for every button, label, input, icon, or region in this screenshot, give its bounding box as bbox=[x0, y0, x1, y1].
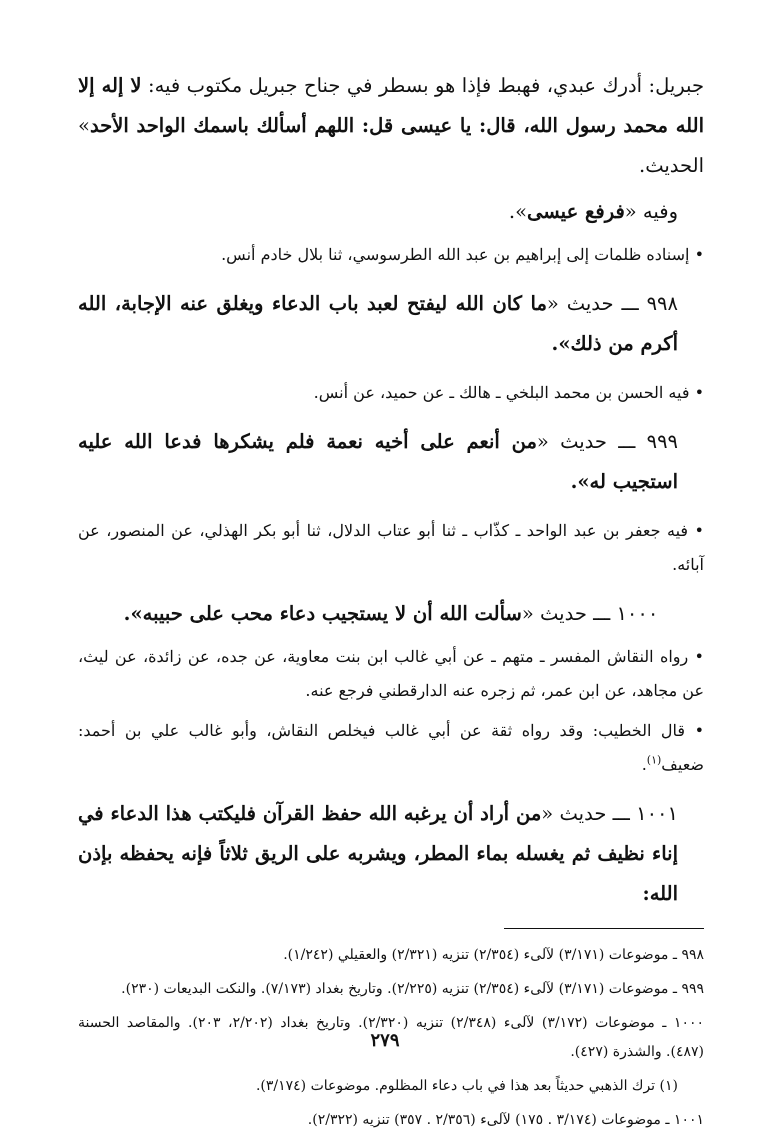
hadith-998 bbox=[78, 284, 704, 364]
hadith-999-text: من أنعم على أخيه نعمة فلم يشكرها فدعا الله عليه استجيب له bbox=[78, 430, 678, 493]
hadith-998-end: ». bbox=[551, 332, 571, 355]
isa-quote: فرفع عيسى bbox=[527, 200, 625, 223]
document-page bbox=[78, 66, 705, 1128]
hadith-1001-number: ١٠٠١ ـــ حديث « bbox=[541, 802, 679, 825]
note-isnad: • إسناده ظلمات إلى إبراهيم بن عبد الله الطرسوسي، ثنا بلال خادم أنس. bbox=[221, 245, 704, 264]
paragraph-gabriel bbox=[78, 66, 704, 186]
hadith-1001-text: من أراد أن يرغبه الله حفظ القرآن فليكتب هذا الدعاء في إناء نظيف ثم يغسله بماء المطر، ويشربه على الريق ثلاثاً فإنه يحفظه بإذن الله bbox=[78, 802, 678, 905]
footnote-999: ٩٩٩ ـ موضوعات (٣/١٧١) لآلىء (٢/٣٥٤) تنزيه (٢/٢٢٥). وتاريخ بغداد (٧/١٧٣). والنكت البديعات (٢٣٠). bbox=[121, 981, 704, 997]
footnote-1: (١) ترك الذهبي حديثاً بعد هذا في باب دعاء المظلوم. موضوعات (٣/١٧٤). bbox=[255, 1078, 678, 1094]
isa-suffix: ». bbox=[508, 200, 528, 223]
note-998: • فيه الحسن بن محمد البلخي ـ هالك ـ عن حميد، عن أنس. bbox=[313, 383, 704, 402]
note-1000-b-end: . bbox=[641, 755, 647, 774]
gabriel-text: جبريل: أدرك عبدي، فهبط فإذا هو بسطر في جناح جبريل مكتوب فيه: bbox=[141, 74, 704, 97]
note-1000-a: • رواه النقاش المفسر ـ متهم ـ عن أبي غالب ابن بنت معاوية، عن جده، عن زائدة، عن ليث، عن مجاهد، عن ابن عمر، ثم زجره عنه الدارقطني فرجع عنه. bbox=[78, 647, 704, 700]
hadith-1000 bbox=[78, 594, 704, 634]
hadith-1000-end: ». bbox=[123, 602, 143, 625]
note-1000-b bbox=[78, 714, 704, 782]
hadith-999 bbox=[78, 422, 704, 502]
gabriel-end: » الحديث. bbox=[78, 114, 704, 177]
isa-prefix: وفيه « bbox=[624, 200, 678, 223]
hadith-1000-number: ١٠٠٠ ـــ حديث « bbox=[521, 602, 659, 625]
hadith-1001 bbox=[78, 794, 704, 914]
paragraph-isa-raised bbox=[78, 192, 704, 232]
hadith-1001-end: : bbox=[642, 882, 650, 905]
footnote-998: ٩٩٨ ـ موضوعات (٣/١٧١) لآلىء (٢/٣٥٤) تنزيه (٢/٣٢١) والعقيلي (١/٢٤٢). bbox=[283, 947, 704, 963]
hadith-999-end: ». bbox=[570, 470, 590, 493]
hadith-998-number: ٩٩٨ ـــ حديث « bbox=[546, 292, 678, 315]
footnote-separator bbox=[504, 928, 704, 929]
note-1000-b-text: • قال الخطيب: وقد رواه ثقة عن أبي غالب فيخلص النقاش، وأبو غالب علي بن أحمد: ضعيف bbox=[78, 721, 705, 774]
footnote-1000: ١٠٠٠ ـ موضوعات (٣/١٧٢) لآلىء (٢/٣٤٨) تنزيه (٢/٣٢٠). وتاريخ بغداد (٢/٢٠٢، ٢٠٣). والمقاصد الحسنة (٤٨٧). والشذرة (٤٢٧). bbox=[78, 1015, 704, 1060]
hadith-1000-text: سألت الله أن لا يستجيب دعاء محب على حبيبه bbox=[142, 602, 522, 625]
note-999: • فيه جعفر بن عبد الواحد ـ كذّاب ـ ثنا أبو عتاب الدلال، ثنا أبو بكر الهذلي، عن المنصور، عن آبائه. bbox=[78, 521, 704, 574]
hadith-999-number: ٩٩٩ ـــ حديث « bbox=[536, 430, 679, 453]
footnote-ref-1: (١) bbox=[646, 753, 662, 767]
page-number: ٢٧٩ bbox=[370, 1030, 400, 1051]
footnote-1001: ١٠٠١ ـ موضوعات (٣/١٧٤ . ١٧٥) لآلىء (٢/٣٥٦ . ٣٥٧) تنزيه (٢/٣٢٢). bbox=[307, 1112, 704, 1128]
hadith-998-text: ما كان الله ليفتح لعبد باب الدعاء ويغلق عنه الإجابة، الله أكرم من ذلك bbox=[78, 292, 678, 355]
gabriel-quote: لا إله إلا الله محمد رسول الله، قال: يا عيسى قل: اللهم أسألك باسمك الواحد الأحد bbox=[78, 74, 704, 137]
